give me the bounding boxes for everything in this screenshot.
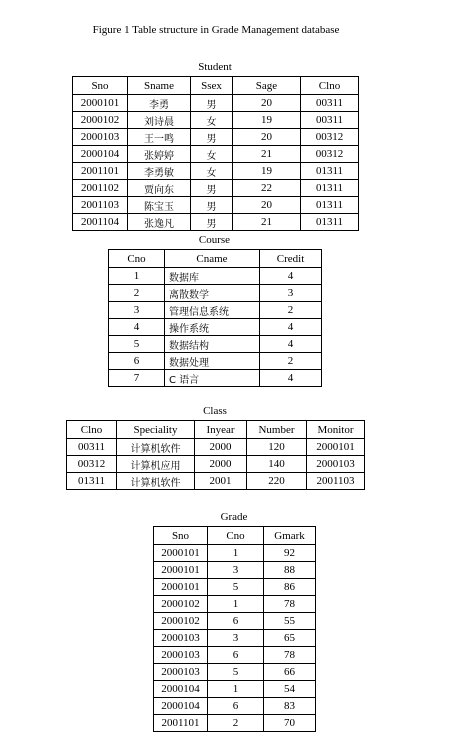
table-cell: 6 xyxy=(109,353,165,370)
table-cell: C 语言 xyxy=(165,370,260,387)
figure-title: Figure 1 Table structure in Grade Management database xyxy=(92,24,340,36)
table-cell: 男 xyxy=(191,129,233,146)
table-row xyxy=(154,562,316,579)
table-cell: 李勇 xyxy=(128,95,191,112)
table-cell: 3 xyxy=(208,630,264,647)
table-row xyxy=(73,146,359,163)
table-cell: 2000104 xyxy=(154,698,208,715)
table-cell: 2000103 xyxy=(307,456,365,473)
table-row xyxy=(67,473,365,490)
table-cell: 2000101 xyxy=(154,545,208,562)
table-cell: 5 xyxy=(109,336,165,353)
table-cell: 140 xyxy=(247,456,307,473)
table-row xyxy=(154,715,316,732)
table-row xyxy=(67,439,365,456)
table-cell: 00312 xyxy=(301,129,359,146)
table-cell: 3 xyxy=(208,562,264,579)
table-cell: 2001103 xyxy=(73,197,128,214)
table-cell: 6 xyxy=(208,698,264,715)
table-cell: 65 xyxy=(264,630,316,647)
table-cell: 2001103 xyxy=(307,473,365,490)
table-cell: 01311 xyxy=(301,180,359,197)
table-cell: 78 xyxy=(264,647,316,664)
table-cell: 计算机软件 xyxy=(117,473,195,490)
table-cell: 120 xyxy=(247,439,307,456)
column-header: Sno xyxy=(73,77,128,95)
table-cell: 20 xyxy=(233,197,301,214)
table-cell: 00311 xyxy=(301,95,359,112)
table-cell: 4 xyxy=(260,336,322,353)
table-cell: 21 xyxy=(233,214,301,231)
table-row xyxy=(73,180,359,197)
table-cell: 1 xyxy=(109,268,165,285)
table-cell: 55 xyxy=(264,613,316,630)
column-header: Speciality xyxy=(117,421,195,439)
table-cell: 女 xyxy=(191,146,233,163)
table-cell: 王一鸣 xyxy=(128,129,191,146)
table-cell: 刘诗晨 xyxy=(128,112,191,129)
table-cell: 2000101 xyxy=(154,562,208,579)
column-header: Sno xyxy=(154,527,208,545)
table-row xyxy=(154,596,316,613)
table-cell: 2000102 xyxy=(154,596,208,613)
table-cell: 20 xyxy=(233,95,301,112)
table-cell: 4 xyxy=(260,370,322,387)
table-cell: 1 xyxy=(208,596,264,613)
table-cell: 5 xyxy=(208,579,264,596)
table-cell: 2000102 xyxy=(154,613,208,630)
table-cell: 22 xyxy=(233,180,301,197)
table-cell: 计算机应用 xyxy=(117,456,195,473)
grade-caption: Grade xyxy=(220,511,248,523)
table-cell: 数据结构 xyxy=(165,336,260,353)
table-cell: 2000 xyxy=(195,439,247,456)
table-row xyxy=(67,456,365,473)
table-cell: 88 xyxy=(264,562,316,579)
table-cell: 78 xyxy=(264,596,316,613)
table-cell: 220 xyxy=(247,473,307,490)
table-cell: 19 xyxy=(233,112,301,129)
table-header-row xyxy=(154,527,316,545)
table-row xyxy=(154,647,316,664)
table-cell: 83 xyxy=(264,698,316,715)
table-cell: 张婷婷 xyxy=(128,146,191,163)
table-row xyxy=(109,285,322,302)
table-cell: 2001102 xyxy=(73,180,128,197)
table-cell: 01311 xyxy=(301,163,359,180)
table-cell: 00311 xyxy=(301,112,359,129)
class-table xyxy=(66,420,365,490)
table-cell: 2001101 xyxy=(154,715,208,732)
table-cell: 男 xyxy=(191,197,233,214)
column-header: Cno xyxy=(109,250,165,268)
column-header: Credit xyxy=(260,250,322,268)
student-table xyxy=(72,76,359,231)
grade-table xyxy=(153,526,316,732)
table-cell: 男 xyxy=(191,180,233,197)
column-header: Cname xyxy=(165,250,260,268)
table-row xyxy=(154,664,316,681)
table-cell: 2000104 xyxy=(73,146,128,163)
table-cell: 2 xyxy=(109,285,165,302)
column-header: Inyear xyxy=(195,421,247,439)
table-cell: 4 xyxy=(260,268,322,285)
table-header-row xyxy=(73,77,359,95)
table-row xyxy=(154,681,316,698)
table-cell: 70 xyxy=(264,715,316,732)
table-row xyxy=(73,214,359,231)
table-row xyxy=(73,112,359,129)
column-header: Cno xyxy=(208,527,264,545)
table-row xyxy=(154,613,316,630)
column-header: Clno xyxy=(67,421,117,439)
table-cell: 21 xyxy=(233,146,301,163)
table-row xyxy=(154,545,316,562)
table-cell: 2001 xyxy=(195,473,247,490)
column-header: Gmark xyxy=(264,527,316,545)
table-cell: 陈宝玉 xyxy=(128,197,191,214)
table-row xyxy=(73,95,359,112)
table-row xyxy=(154,630,316,647)
table-cell: 1 xyxy=(208,681,264,698)
table-cell: 01311 xyxy=(301,197,359,214)
table-cell: 男 xyxy=(191,214,233,231)
course-caption: Course xyxy=(198,234,231,246)
student-caption: Student xyxy=(198,61,232,73)
column-header: Clno xyxy=(301,77,359,95)
table-header-row xyxy=(67,421,365,439)
table-cell: 4 xyxy=(260,319,322,336)
table-cell: 计算机软件 xyxy=(117,439,195,456)
column-header: Sage xyxy=(233,77,301,95)
table-cell: 女 xyxy=(191,112,233,129)
table-cell: 20 xyxy=(233,129,301,146)
table-cell: 4 xyxy=(109,319,165,336)
table-cell: 2000103 xyxy=(154,664,208,681)
table-cell: 2001101 xyxy=(73,163,128,180)
table-cell: 2000101 xyxy=(154,579,208,596)
table-header-row xyxy=(109,250,322,268)
column-header: Ssex xyxy=(191,77,233,95)
table-cell: 92 xyxy=(264,545,316,562)
table-row xyxy=(73,163,359,180)
table-cell: 2000 xyxy=(195,456,247,473)
class-caption: Class xyxy=(203,405,227,417)
table-cell: 2000103 xyxy=(154,647,208,664)
table-row xyxy=(109,268,322,285)
table-cell: 李勇敏 xyxy=(128,163,191,180)
column-header: Sname xyxy=(128,77,191,95)
table-cell: 2001104 xyxy=(73,214,128,231)
table-row xyxy=(73,197,359,214)
table-cell: 张逸凡 xyxy=(128,214,191,231)
table-row xyxy=(73,129,359,146)
table-cell: 01311 xyxy=(301,214,359,231)
table-cell: 7 xyxy=(109,370,165,387)
table-cell: 管理信息系统 xyxy=(165,302,260,319)
table-row xyxy=(154,579,316,596)
table-row xyxy=(109,302,322,319)
table-cell: 6 xyxy=(208,613,264,630)
table-cell: 数据库 xyxy=(165,268,260,285)
table-cell: 2000101 xyxy=(307,439,365,456)
table-cell: 86 xyxy=(264,579,316,596)
table-cell: 3 xyxy=(109,302,165,319)
table-cell: 54 xyxy=(264,681,316,698)
table-cell: 00311 xyxy=(67,439,117,456)
table-cell: 2000103 xyxy=(73,129,128,146)
table-cell: 1 xyxy=(208,545,264,562)
table-cell: 离散数学 xyxy=(165,285,260,302)
table-cell: 2000104 xyxy=(154,681,208,698)
table-cell: 操作系统 xyxy=(165,319,260,336)
table-cell: 3 xyxy=(260,285,322,302)
table-row xyxy=(109,353,322,370)
table-row xyxy=(109,336,322,353)
table-cell: 数据处理 xyxy=(165,353,260,370)
table-row xyxy=(109,319,322,336)
course-table xyxy=(108,249,322,387)
table-cell: 66 xyxy=(264,664,316,681)
table-row xyxy=(109,370,322,387)
table-cell: 男 xyxy=(191,95,233,112)
table-cell: 5 xyxy=(208,664,264,681)
table-cell: 2000101 xyxy=(73,95,128,112)
table-cell: 19 xyxy=(233,163,301,180)
table-cell: 01311 xyxy=(67,473,117,490)
table-cell: 2 xyxy=(260,302,322,319)
table-row xyxy=(154,698,316,715)
table-cell: 2 xyxy=(208,715,264,732)
table-cell: 贾向东 xyxy=(128,180,191,197)
column-header: Number xyxy=(247,421,307,439)
table-cell: 00312 xyxy=(67,456,117,473)
table-cell: 6 xyxy=(208,647,264,664)
table-cell: 00312 xyxy=(301,146,359,163)
column-header: Monitor xyxy=(307,421,365,439)
table-cell: 2000102 xyxy=(73,112,128,129)
table-cell: 2000103 xyxy=(154,630,208,647)
table-cell: 2 xyxy=(260,353,322,370)
table-cell: 女 xyxy=(191,163,233,180)
